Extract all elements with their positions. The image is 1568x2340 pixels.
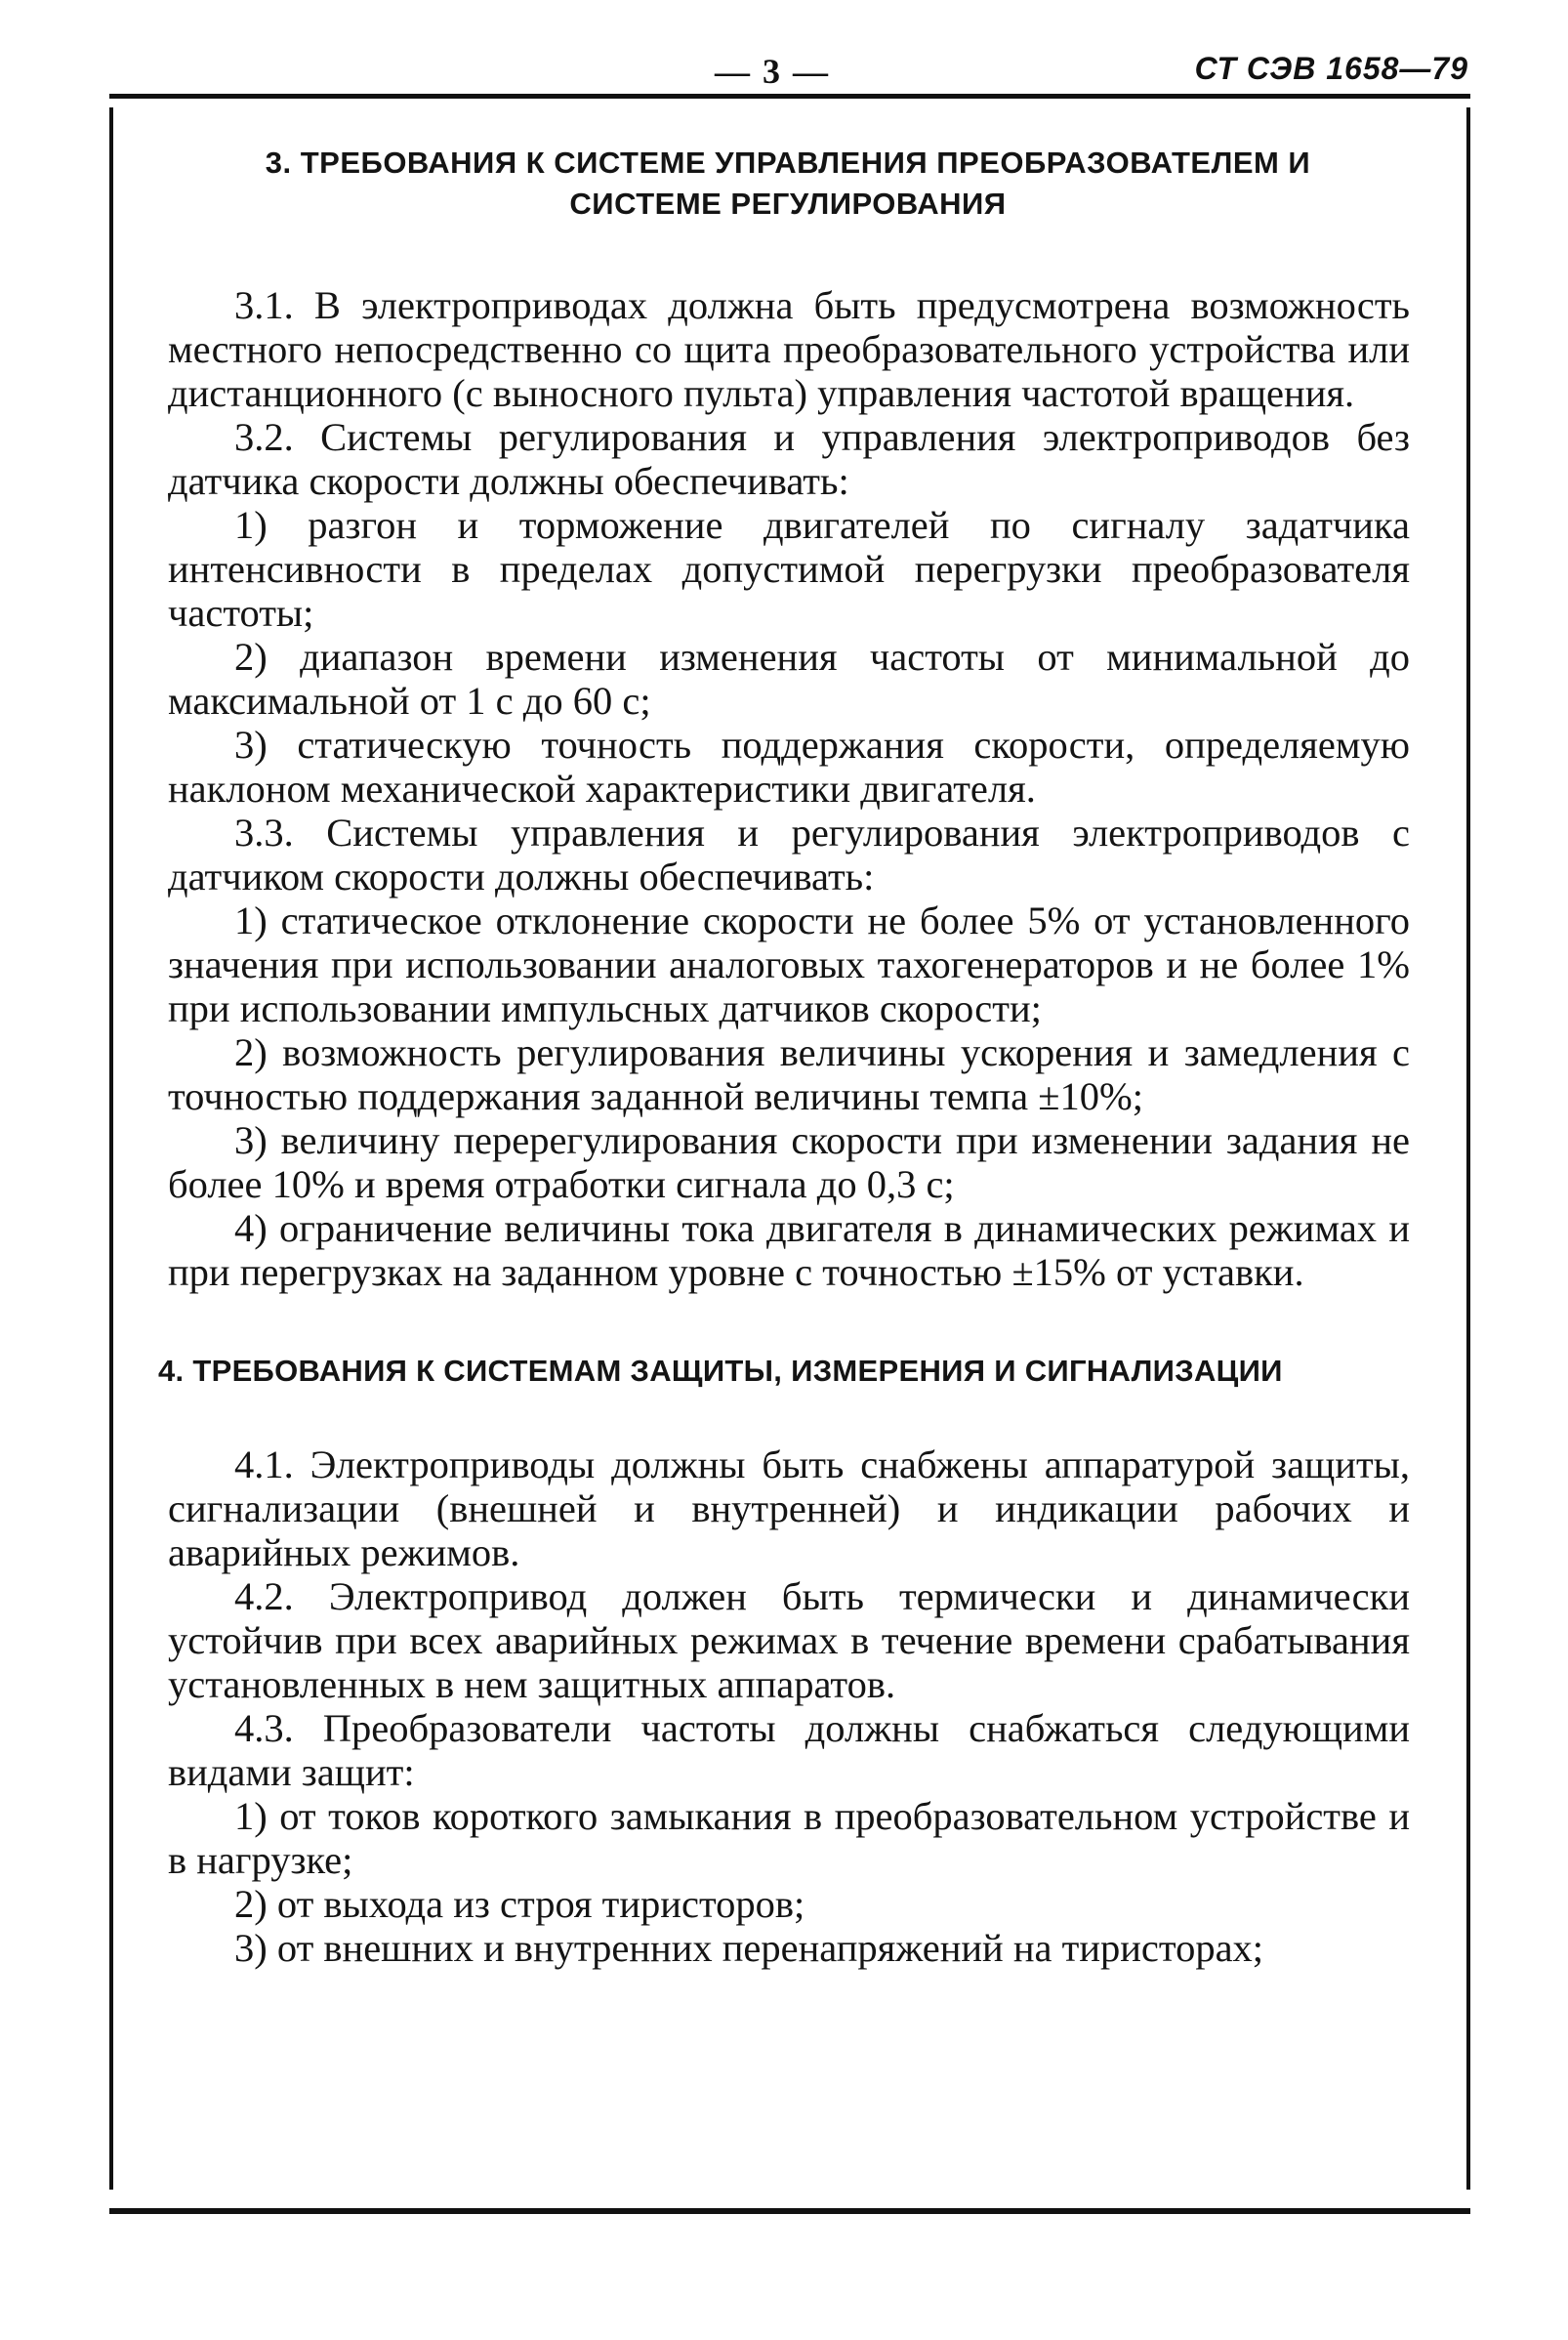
clause-4-2: 4.2. Электропривод должен быть термически и динамически устойчив при всех аварийных режимах в течение времени срабатывания установленных в нем защитных аппаратов. xyxy=(168,1574,1410,1706)
clause-3-2-item-3: 3) статическую точность поддержания скорости, определяемую наклоном механической характеристики двигателя. xyxy=(168,723,1410,811)
clause-4-3: 4.3. Преобразователи частоты должны снабжаться следующими видами защит: xyxy=(168,1706,1410,1794)
document-code: СТ СЭВ 1658—79 xyxy=(1194,51,1468,86)
clause-3-3-item-2: 2) возможность регулирования величины ускорения и замедления с точностью поддержания заданной величины темпа ±10%; xyxy=(168,1030,1410,1118)
clause-3-3: 3.3. Системы управления и регулирования электроприводов с датчиком скорости должны обеспечивать: xyxy=(168,811,1410,898)
clause-3-2: 3.2. Системы регулирования и управления электроприводов без датчика скорости должны обеспечивать: xyxy=(168,415,1410,503)
page-number: — 3 — xyxy=(715,52,830,91)
clause-3-2-item-2: 2) диапазон времени изменения частоты от минимальной до максимальной от 1 с до 60 с; xyxy=(168,635,1410,723)
document-body xyxy=(158,143,1410,1970)
section-4-heading: 4. ТРЕБОВАНИЯ К СИСТЕМАМ ЗАЩИТЫ, ИЗМЕРЕНИЯ И СИГНАЛИЗАЦИИ xyxy=(158,1354,1283,1388)
frame-right-rule xyxy=(1466,107,1470,2190)
clause-3-3-item-3: 3) величину перерегулирования скорости при изменении задания не более 10% и время отработки сигнала до 0,3 с; xyxy=(168,1118,1410,1206)
clause-4-1: 4.1. Электроприводы должны быть снабжены аппаратурой защиты, сигнализации (внешней и внутренней) и индикации рабочих и аварийных режимов. xyxy=(168,1442,1410,1574)
clause-4-3-item-1: 1) от токов короткого замыкания в преобразовательном устройстве и в нагрузке; xyxy=(168,1794,1410,1882)
clause-3-3-item-4: 4) ограничение величины тока двигателя в динамических режимах и при перегрузках на заданном уровне с точностью ±15% от уставки. xyxy=(168,1206,1410,1294)
clause-4-3-item-2: 2) от выхода из строя тиристоров; xyxy=(234,1882,805,1926)
frame-left-rule xyxy=(109,107,113,2190)
clause-4-3-item-3: 3) от внешних и внутренних перенапряжений на тиристорах; xyxy=(234,1926,1264,1970)
clause-3-1: 3.1. В электроприводах должна быть предусмотрена возможность местного непосредственно со щита преобразовательного устройства или дистанционного (с выносного пульта) управления частотой вращения. xyxy=(168,283,1410,415)
clause-3-2-item-1: 1) разгон и торможение двигателей по сигналу задатчика интенсивности в пределах допустимой перегрузки преобразователя частоты; xyxy=(168,503,1410,635)
clause-3-3-item-1: 1) статическое отклонение скорости не более 5% от установленного значения при использовании аналоговых тахогенераторов и не более 1% при использовании импульсных датчиков скорости; xyxy=(168,898,1410,1030)
section-3-heading: 3. ТРЕБОВАНИЯ К СИСТЕМЕ УПРАВЛЕНИЯ ПРЕОБРАЗОВАТЕЛЕМ И СИСТЕМЕ РЕГУЛИРОВАНИЯ xyxy=(265,146,1311,221)
